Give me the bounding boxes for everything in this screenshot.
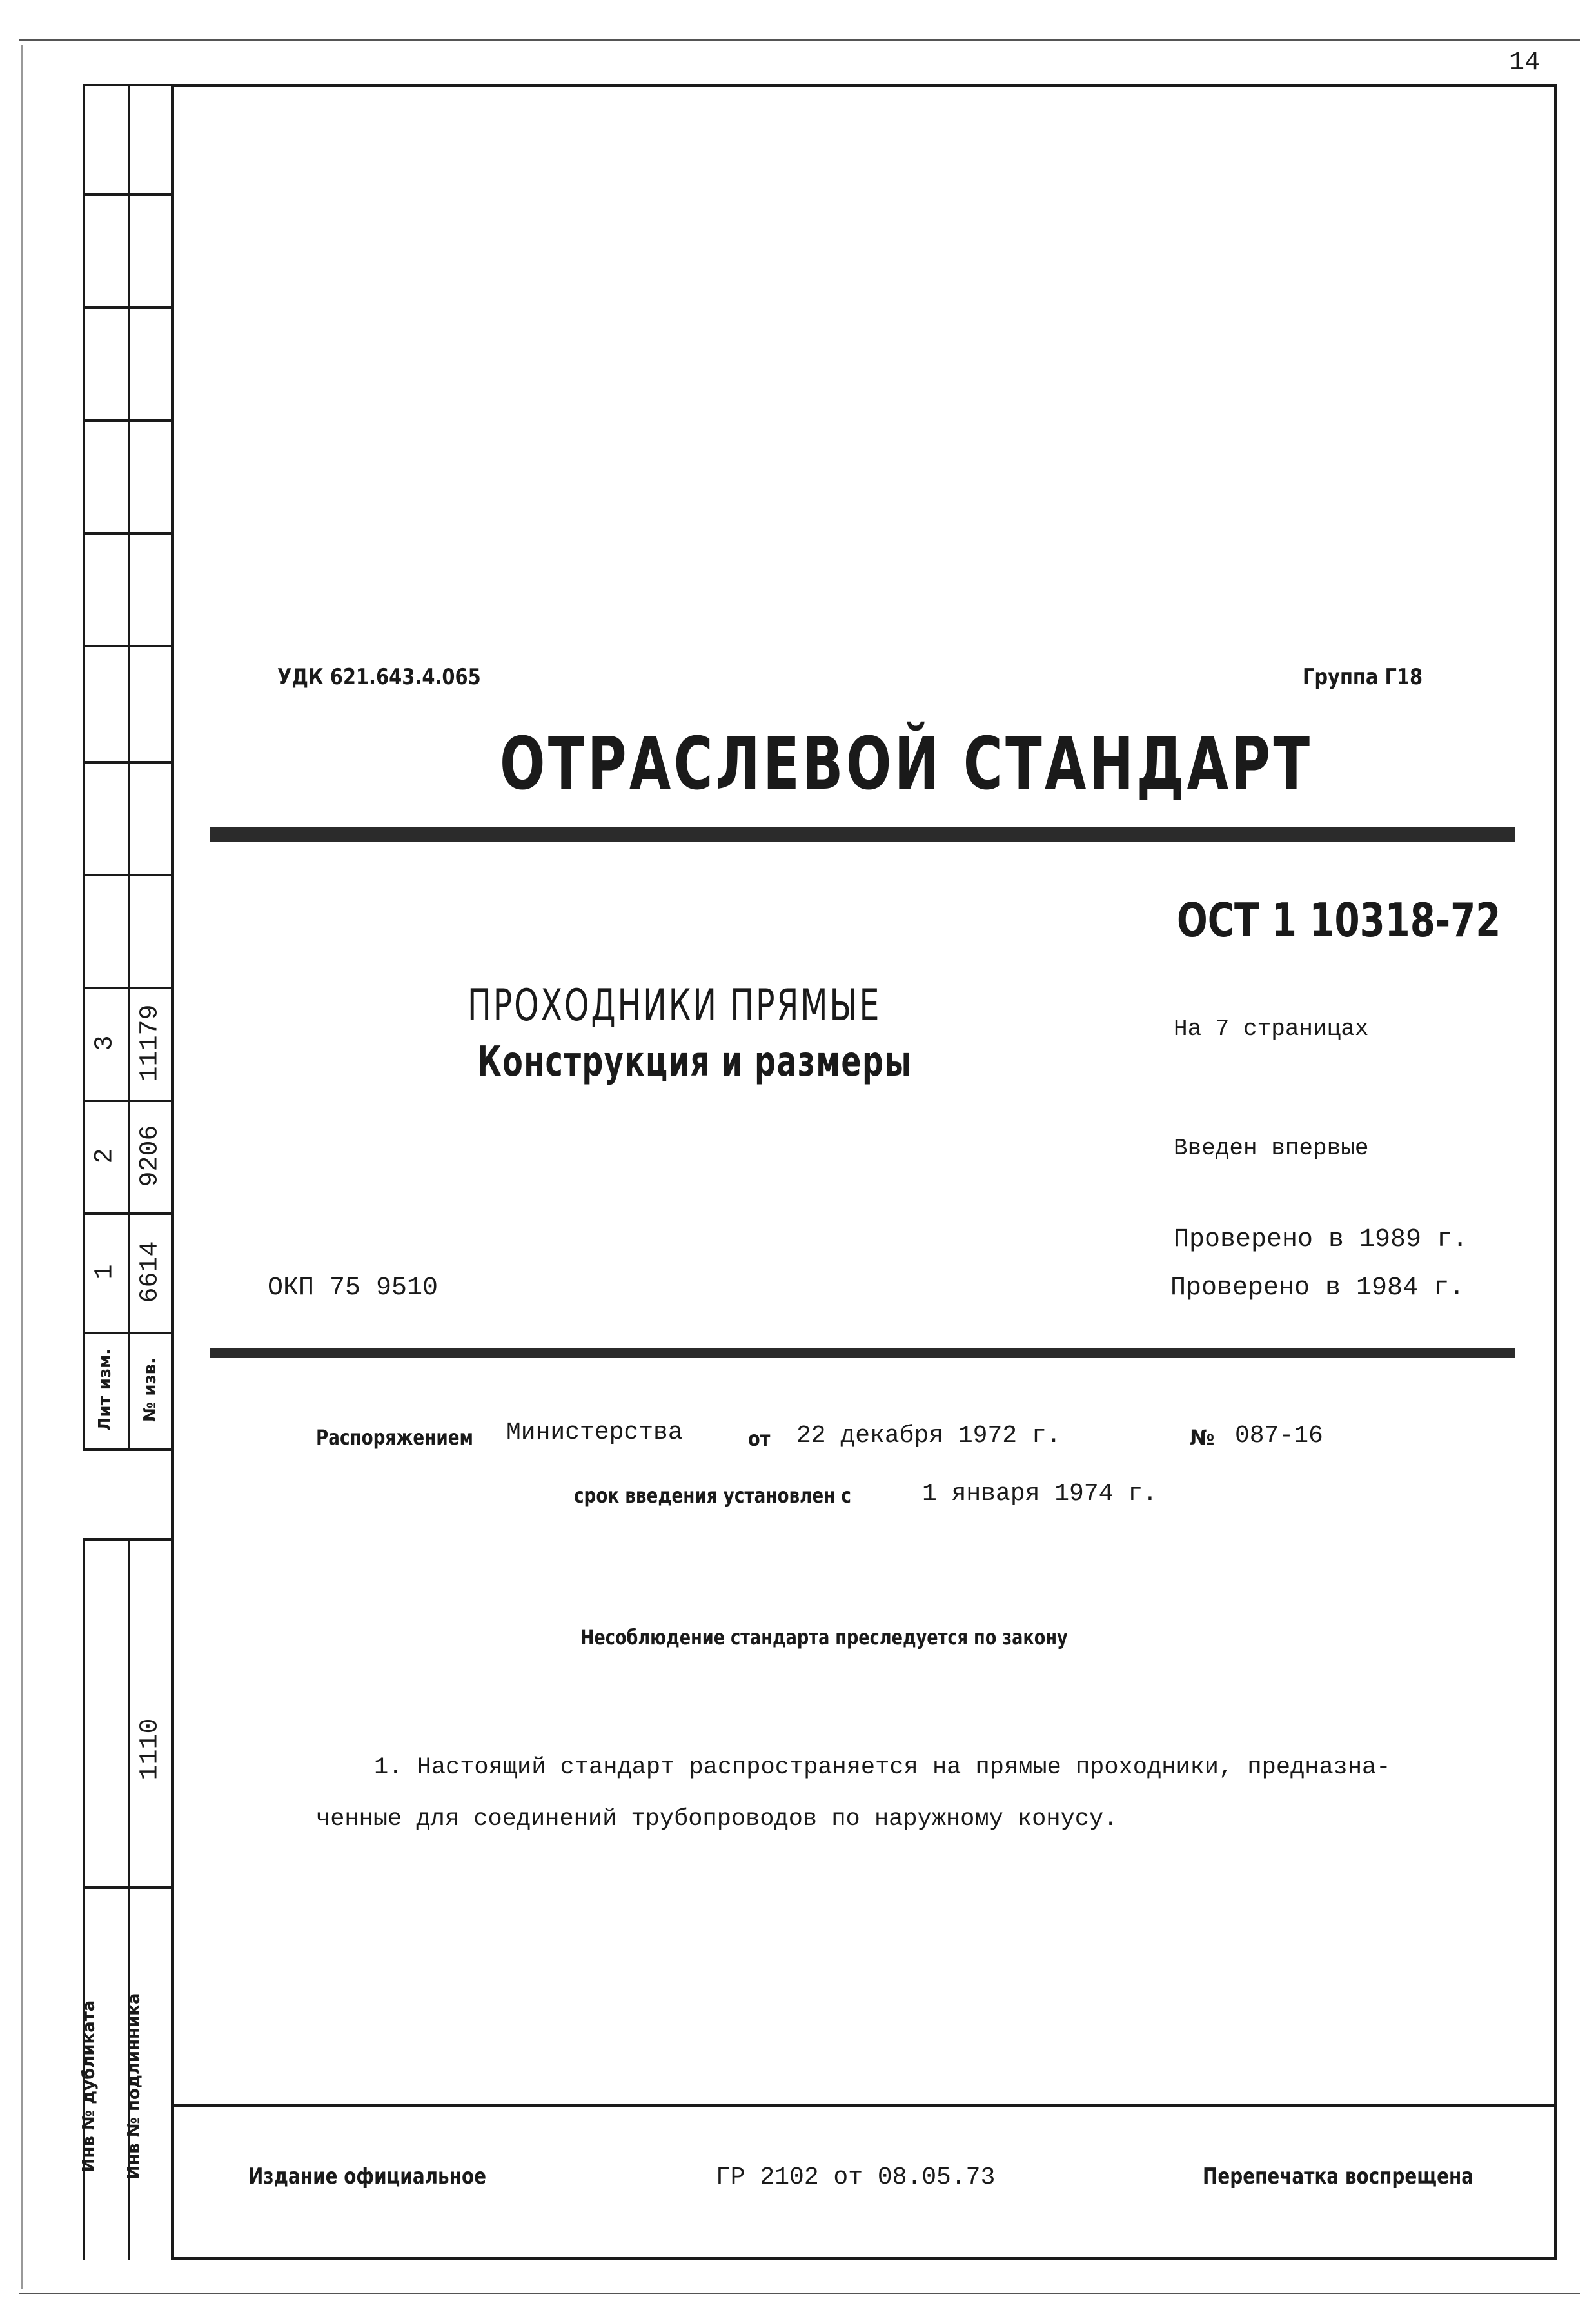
side-table-line (83, 193, 173, 196)
side-table-line (83, 645, 173, 647)
side-table-line (83, 419, 173, 422)
order-number: 087-16 (1235, 1422, 1323, 1450)
side-izv-9206: 9206 (135, 1125, 165, 1187)
legal-warning: Несоблюдение стандарта преследуется по закону (580, 1625, 1068, 1650)
top-border-line (19, 39, 1580, 41)
paragraph-line-2: ченные для соединений трубопроводов по наружному конусу. (316, 1806, 1118, 1833)
order-authority: Министерства (506, 1419, 683, 1446)
introduced-first: Введен впервые (1174, 1135, 1369, 1161)
side-izv-6614: 6614 (135, 1241, 165, 1303)
side-col-label-izv: № изв. (141, 1357, 160, 1422)
bottom-border-line (19, 2293, 1580, 2294)
side-lit-2: 2 (90, 1148, 120, 1164)
checked-1984: Проверено в 1984 г. (1170, 1274, 1465, 1303)
group-code: Группа Г18 (1303, 664, 1423, 690)
side-label-duplicate: Инв № дубликата (79, 2000, 99, 2173)
footer-registration: ГР 2102 от 08.05.73 (716, 2164, 996, 2191)
side-table-line (83, 84, 85, 1451)
side-table-line (83, 1448, 173, 1451)
footer-rule (171, 2104, 1557, 2107)
footer-reprint: Перепечатка воспрещена (1203, 2164, 1474, 2189)
side-lit-1: 1 (90, 1264, 120, 1280)
term-label: срок введения установлен с (574, 1483, 851, 1508)
side-lit-3: 3 (90, 1035, 120, 1051)
standard-name: ПРОХОДНИКИ ПРЯМЫЕ (468, 980, 882, 1031)
side-izv-11179: 11179 (135, 1004, 165, 1082)
standard-code: ОСТ 1 10318-72 (1177, 893, 1501, 947)
term-date: 1 января 1974 г. (922, 1480, 1158, 1508)
side-table-line (128, 84, 130, 1451)
side-col-label-lit: Лит изм. (95, 1348, 115, 1432)
side-table-lower-line (83, 1886, 173, 1889)
side-table-line (83, 306, 173, 309)
order-label: Распоряжением (316, 1425, 473, 1450)
order-number-label: № (1190, 1425, 1215, 1450)
pages-count: На 7 страницах (1174, 1016, 1369, 1042)
side-lower-value: 1110 (135, 1718, 165, 1780)
order-from: от (748, 1426, 771, 1451)
title-rule (210, 827, 1515, 842)
checked-1989: Проверено в 1989 г. (1174, 1225, 1468, 1254)
document-title: ОТРАСЛЕВОЙ СТАНДАРТ (500, 722, 1313, 806)
side-table-line (83, 761, 173, 764)
document-frame (171, 84, 1557, 2260)
footer-edition: Издание официальное (248, 2164, 487, 2189)
side-table-line (83, 1212, 173, 1215)
side-table-line (83, 1332, 173, 1334)
order-date: 22 декабря 1972 г. (796, 1422, 1061, 1450)
side-table-line (83, 532, 173, 535)
side-label-original: Инв № подлинника (124, 1993, 144, 2180)
udk-code: УДК 621.643.4.065 (277, 664, 481, 690)
standard-subtitle: Конструкция и размеры (477, 1038, 912, 1086)
left-scan-edge (21, 45, 23, 2289)
page-number: 14 (1509, 48, 1541, 77)
section-rule (210, 1348, 1515, 1358)
side-table-lower-line (83, 1538, 173, 1541)
side-table-line (83, 874, 173, 876)
paragraph-line-1: 1. Настоящий стандарт распространяется на прямые проходники, предназна- (374, 1754, 1391, 1781)
side-table-line (83, 84, 173, 86)
okp-code: ОКП 75 9510 (268, 1274, 438, 1303)
